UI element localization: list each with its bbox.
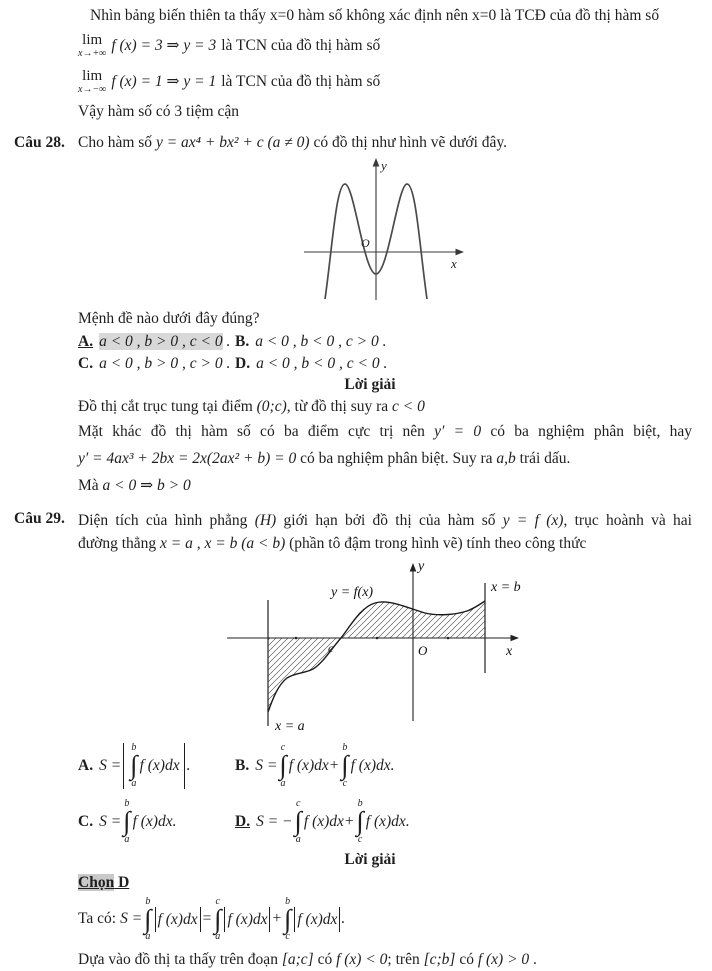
option-C-label: C. (78, 354, 94, 372)
final-formula: [a;c] (281, 950, 314, 968)
final-formula: f (x) < 0 (336, 950, 388, 968)
option-D-prefix: S = − (256, 812, 293, 830)
integral-glyph: ∫ (130, 750, 138, 781)
sol-formula: (0;c) (256, 397, 287, 415)
integrand: f (x)dx (365, 812, 406, 830)
lower-limit: a (295, 833, 301, 845)
final-formula: [c;b] (423, 950, 456, 968)
upper-limit: b (285, 895, 291, 907)
sol-formula: y′ = 0 (434, 422, 482, 440)
integral-sign (144, 897, 151, 943)
option-A-period: . (186, 756, 191, 774)
q29-options-row-2 (78, 796, 692, 849)
limit-equation: f (x) = 3 ⇒ y = 3 (111, 36, 217, 54)
option-C-text: a < 0 , b > 0 , c > 0 . (99, 354, 231, 372)
question-stem (78, 133, 692, 154)
integral-sign (356, 799, 363, 845)
taco-S: S = (120, 910, 143, 928)
q28-options-row-2 (78, 353, 692, 374)
chon-word: Chọn (78, 873, 115, 891)
option-D (235, 799, 410, 845)
plus-sign: + (343, 812, 355, 830)
option-B (235, 331, 386, 352)
stem-formula: (H) (254, 511, 277, 529)
sol-formula: a,b (496, 449, 516, 467)
q28-solution-line-2 (78, 421, 692, 443)
figure-q29 (215, 555, 545, 740)
option-C (78, 799, 235, 845)
question-number: Câu 28. (14, 133, 65, 151)
stem-formula: x = a , x = b (a < b) (160, 534, 286, 552)
abs-integrand: f (x)dx (155, 907, 201, 932)
x-axis-arrow (511, 634, 520, 641)
origin-label: O (418, 642, 428, 658)
y-axis-arrow (410, 563, 417, 572)
lim-subscript: x→+∞ (78, 48, 107, 60)
chosen-answer-text (78, 874, 129, 891)
sol-formula: c < 0 (392, 397, 425, 415)
stem-line-2 (78, 532, 692, 555)
upper-limit: c (280, 742, 286, 754)
stem-text: Cho hàm số (78, 133, 156, 151)
stem-text: (phần tô đậm trong hình vẽ) tính theo công thức (285, 534, 587, 552)
final-text: có (313, 950, 337, 968)
integral-sign (130, 743, 137, 789)
plus-sign: + (271, 910, 282, 928)
curve-label: y = f(x) (331, 584, 374, 600)
axis-tick (447, 636, 450, 639)
sol-text: , từ đồ thị suy ra (286, 397, 393, 415)
sol-text: có ba nghiệm phân biệt, hay (481, 422, 692, 440)
option-A-period: . (222, 332, 231, 350)
option-D-period: . (405, 812, 410, 830)
upper-limit: b (124, 798, 130, 810)
area-graph (215, 555, 545, 733)
sol-text: Đồ thị cắt trục tung tại điểm (78, 397, 257, 415)
option-B-label: B. (235, 332, 250, 350)
q29-final-line (78, 948, 692, 971)
stem-formula: y = ax⁴ + bx² + c (a ≠ 0) (155, 133, 310, 151)
integral-sign (279, 743, 286, 789)
lower-limit: c (285, 931, 290, 943)
figure-q28 (284, 156, 484, 309)
option-A-label: A. (78, 756, 94, 774)
q28-options-row-1 (78, 331, 692, 352)
lower-limit: c (342, 777, 348, 789)
option-C-label: C. (78, 812, 94, 830)
lim-word: lim (82, 68, 103, 85)
sol-text: Mặt khác đồ thị hàm số có ba điểm cực trị nên (78, 422, 435, 440)
axis-tick (376, 636, 379, 639)
question-29 (14, 509, 692, 555)
integral-sign (123, 799, 130, 845)
final-formula: f (x) > 0 (477, 950, 530, 968)
q29-solution-formula (78, 895, 692, 945)
option-D (235, 353, 387, 374)
option-B-period: . (390, 756, 395, 774)
shaded-region (268, 601, 485, 712)
abs-integrand: f (x)dx (294, 907, 340, 932)
final-text: ; trên (387, 950, 424, 968)
integrand: f (x)dx (350, 756, 391, 774)
c-label: c (328, 640, 334, 655)
integral-glyph: ∫ (356, 806, 364, 837)
option-C (78, 353, 235, 374)
lower-limit: a (131, 777, 137, 789)
limit-note: là TCN của đồ thị hàm số (221, 72, 381, 90)
limit-operator (78, 33, 106, 59)
y-axis-label: y (381, 157, 387, 173)
upper-limit: b (131, 742, 137, 754)
option-D-text: a < 0 , b < 0 , c < 0 . (256, 354, 388, 372)
y-axis-label: y (418, 558, 425, 574)
option-C-prefix: S = (99, 812, 122, 830)
final-text: Dựa vào đồ thị ta thấy trên đoạn (78, 950, 282, 968)
plus-sign: + (328, 756, 340, 774)
x-axis-arrow (456, 248, 465, 255)
q28-solution-line-4 (78, 475, 692, 497)
sol-text: Mà (78, 476, 103, 494)
y-axis-arrow (373, 158, 380, 167)
integrand: f (x)dx (139, 756, 180, 774)
quartic-graph (284, 156, 484, 302)
x-equals-b-label: x = b (491, 579, 521, 595)
upper-limit: b (145, 895, 151, 907)
option-B-label: B. (235, 756, 250, 774)
sol-text: có ba nghiệm phân biệt. Suy ra (296, 449, 497, 467)
sol-text: trái dấu. (515, 449, 571, 467)
lower-limit: a (280, 777, 286, 789)
stem-line-1 (78, 509, 692, 532)
chon-letter: D (114, 873, 130, 891)
taco-text: Ta có: (78, 910, 117, 928)
upper-limit: c (215, 895, 220, 907)
stem-formula: y = f (x) (502, 511, 564, 529)
option-C-period: . (172, 812, 177, 830)
question-number: Câu 29. (14, 509, 65, 527)
axis-tick (295, 636, 298, 639)
integrand: f (x)dx (303, 812, 344, 830)
limit-equation: f (x) = 1 ⇒ y = 1 (111, 72, 217, 90)
stem-text: có đồ thị như hình vẽ dưới đây. (309, 133, 508, 151)
stem-text: đường thẳng (78, 534, 161, 552)
solution-heading: Lời giải (344, 850, 396, 868)
integrand: f (x)dx (288, 756, 329, 774)
final-text: . (529, 950, 537, 968)
option-B-text: a < 0 , b < 0 , c > 0 . (255, 332, 387, 350)
stem-text: giới hạn bởi đồ thị của hàm số (276, 511, 503, 529)
lower-limit: c (357, 833, 363, 845)
absolute-value-bars (123, 743, 184, 789)
intro-line-1: Nhìn bảng biến thiên ta thấy x=0 hàm số không xác định nên x=0 là TCĐ của đồ thị hàm số (90, 7, 660, 24)
question-stem (78, 509, 692, 555)
lower-limit: a (215, 931, 221, 943)
limit-line-1 (78, 30, 692, 63)
intro-conclusion: Vậy hàm số có 3 tiệm cận (78, 102, 239, 120)
limit-operator (78, 69, 106, 95)
stem-text: , trục hoành và hai (563, 511, 692, 529)
lower-limit: a (124, 833, 130, 845)
sol-formula: a < 0 ⇒ b > 0 (102, 476, 191, 494)
integral-glyph: ∫ (341, 750, 349, 781)
q28-solution-line-1 (78, 396, 692, 418)
integral-glyph: ∫ (294, 806, 302, 837)
integral-sign (341, 743, 348, 789)
x-axis-label: x (451, 255, 457, 271)
option-A-prefix: S = (99, 756, 122, 774)
limit-note: là TCN của đồ thị hàm số (221, 36, 381, 54)
q28-solution-line-3 (78, 446, 692, 472)
integral-glyph: ∫ (123, 806, 131, 837)
option-A-label: A. (78, 332, 94, 350)
option-B (235, 743, 395, 789)
x-equals-a-label: x = a (275, 718, 305, 734)
abs-integrand: f (x)dx (224, 907, 270, 932)
integral-glyph: ∫ (214, 903, 222, 934)
chosen-answer (78, 872, 692, 893)
option-A-text: a < 0 , b > 0 , c < 0 (99, 332, 223, 350)
option-D-label: D. (235, 812, 251, 830)
origin-label: O (361, 235, 370, 250)
option-B-prefix: S = (255, 756, 278, 774)
lower-limit: a (145, 931, 151, 943)
integral-glyph: ∫ (283, 903, 292, 934)
period: . (341, 910, 346, 928)
integral-sign (295, 799, 302, 845)
q29-options-row-1 (78, 740, 692, 793)
integrand: f (x)dx (132, 812, 173, 830)
stem-text: Diện tích của hình phẳng (78, 511, 255, 529)
solution-heading: Lời giải (344, 375, 396, 393)
integral-glyph: ∫ (279, 750, 287, 781)
x-axis-label: x (506, 643, 513, 659)
option-A (78, 331, 235, 352)
integral-glyph: ∫ (144, 903, 152, 934)
option-A (78, 743, 235, 789)
lim-subscript: x→−∞ (78, 84, 107, 96)
limit-line-2 (78, 66, 692, 99)
lim-word: lim (82, 32, 103, 49)
question-28 (14, 133, 692, 154)
upper-limit: b (342, 742, 348, 754)
upper-limit: c (295, 798, 301, 810)
q28-question-text: Mệnh đề nào dưới đây đúng? (78, 309, 260, 327)
integral-sign (214, 897, 221, 943)
upper-limit: b (357, 798, 363, 810)
option-D-label: D. (235, 354, 251, 372)
equals-sign: = (201, 910, 213, 928)
final-text: có (455, 950, 478, 968)
integral-sign (284, 897, 291, 943)
sol-formula: y′ = 4ax³ + 2bx = 2x(2ax² + b) = 0 (78, 449, 297, 467)
